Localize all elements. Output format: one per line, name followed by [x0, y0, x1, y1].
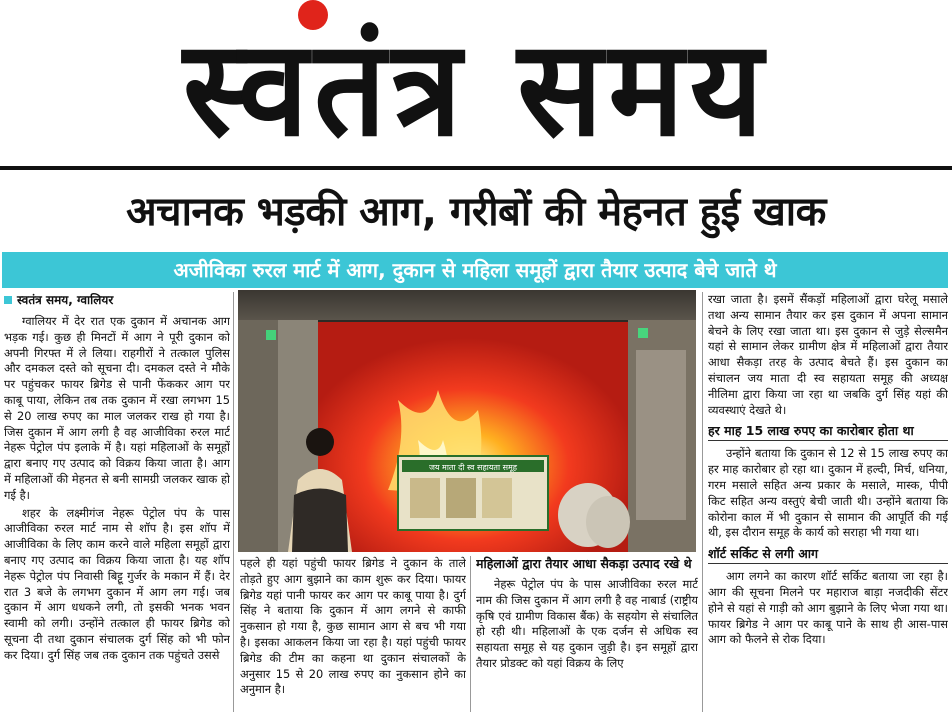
masthead-rule [0, 166, 952, 170]
masthead [0, 0, 952, 170]
byline-square-icon [4, 296, 12, 304]
paragraph: नेहरू पेट्रोल पंप के पास आजीविका रुरल मार्ट नाम की जिस दुकान में आग लगी है वह नाबार्ड (राष्ट्रीय कृषि एवं ग्रामीण विकास बैंक) के सहयोग से संचालित हो रही थी। महिलाओं के एक दर्जन से अधिक स्व सहायता समूह से यह दुकान जुड़ी है। इन समूहों द्वारा तैयार प्रोडक्ट को यहां विक्रय के लिए [476, 577, 698, 670]
fire-photo [238, 290, 696, 552]
article-column-2 [240, 556, 466, 712]
article-column-3 [476, 556, 698, 712]
column-divider [702, 292, 703, 712]
column-divider [233, 292, 234, 712]
paragraph: उन्होंने बताया कि दुकान से 12 से 15 लाख रुपए का हर माह कारोबार हो रहा था। दुकान में हल्दी, मिर्च, धनिया, गरम मसाले सहित अन्य प्रकार के मसाले, मास्क, पीपी किट सहित अन्य वस्तुएं बेची जाती थी। उन्होंने बताया कि कोरोना काल में भी दुकान से सामान की आपूर्ति की गई थी, इस दौरान समूह के कार्य को सराहा भी गया था। [708, 446, 948, 540]
photo-banner-text: जय माता दी स्व सहायता समूह [428, 463, 518, 472]
subheading: हर माह 15 लाख रुपए का कारोबार होता था [708, 422, 948, 441]
byline-text: स्वतंत्र समय, ग्वालियर [17, 293, 114, 307]
fire-photo-graphic [238, 290, 696, 552]
headline: अचानक भड़की आग, गरीबों की मेहनत हुई खाक [126, 189, 826, 235]
subheading: महिलाओं द्वारा तैयार आधा सैकड़ा उत्पाद रखे थे [476, 556, 692, 571]
paragraph: पहले ही यहां पहुंची फायर ब्रिगेड ने दुकान के ताले तोड़ते हुए आग बुझाने का काम शुरू कर दिया। फायर ब्रिगेड यहां पानी फायर कर आग पर काबू पाया है। दुर्ग सिंह ने बताया कि दुकान में आग लगने से काफी नुकसान हो गया है, कुछ सामान आग से बच भी गया है। इसका आकलन किया जा रहा है। यहां पहुंची फायर ब्रिगेड की टीम का कहना था दुकान संचालकों के अनुसार 15 से 20 लाख रुपए का नुकसान होने का अनुमान है। [240, 556, 466, 697]
subheading: शॉर्ट सर्किट से लगी आग [708, 545, 948, 564]
masthead-title: स्वतंत्र समय [183, 11, 769, 166]
deck-banner: अजीविका रुरल मार्ट में आग, दुकान से महिला समूहों द्वारा तैयार उत्पाद बेचे जाते थे [2, 252, 948, 288]
article-column-1 [4, 292, 230, 712]
paragraph: आग लगने का कारण शॉर्ट सर्किट बताया जा रहा है। आग की सूचना मिलने पर महाराज बाड़ा नजदीकी सेंटर होने से यहां से गाड़ी को आग बुझाने के लिए भेजा गया था। फायर ब्रिगेड ने आग पर काबू पाने के साथ ही आस-पास आग को फैलने से रोक दिया। [708, 569, 948, 647]
paragraph: शहर के लक्ष्मीगंज नेहरू पेट्रोल पंप के पास आजीविका रुरल मार्ट नाम से शॉप है। इस शॉप में आजीविका के लिए काम करने वाले महिला समूहों द्वारा बनाए गए उत्पाद का विक्रय किया जाता है। यह शॉप नेहरू पेट्रोल पंप निवासी बिट्टू गुर्जर के मकान में हैं। देर रात 3 बजे के लगभग दुकान में आग लग गई। जब दुकान में आग धधकने लगी, तो इसकी भनक भवन स्वामी को लगी। उन्होंने तत्काल ही फायर ब्रिगेड को सूचना दी तथा दुकान संचालक दुर्ग सिंह को भी फोन कर दिया। दुर्ग सिंह जब तक दुकान तक पहुंचते उससे [4, 505, 230, 662]
column-divider [470, 556, 471, 712]
article-column-4 [708, 292, 948, 712]
paragraph: ग्वालियर में देर रात एक दुकान में अचानक आग भड़क गई। कुछ ही मिनटों में आग ने पूरी दुकान को अपनी गिरफ्त में ले लिया। राहगीरों ने तत्काल पुलिस और दमकल दस्ते को सूचना दी। दमकल दस्ते ने मौके पर पहुंचकर फायर ब्रिगेड से पानी फेंककर आग पर काबू पाया, लेकिन तब तक दुकान में रखा लगभग 15 से 20 लाख रुपए का माल जलकर राख हो गया है। जिस दुकान में आग लगी है वह आजीविका रुरल मार्ट नेहरू पेट्रोल पंप इलाके में है। यहां महिलाओं के समूहों द्वारा बनाए गए उत्पाद को विक्रय किया जाता है। आग में महिलाओं की मेहनत से बनी सामग्री जलकर खाक हो गई है। [4, 314, 230, 502]
byline [4, 292, 230, 308]
paragraph: रखा जाता है। इसमें सैंकड़ों महिलाओं द्वारा घरेलू मसाले तथा अन्य सामान तैयार कर इस दुकान में अपना सामान बेचने के लिए रखा जाता था। इस दुकान से जुड़े सेल्समैन यहां से सामान लेकर ग्रामीण क्षेत्र में महिलाओं द्वारा तैयार आधा सैकड़ा तरह के उत्पाद बेचते हैं। इस दुकान का संचालन जय माता दी स्व सहायता समूह की अध्यक्ष नीलिमा द्वारा किया जा रहा था जबकि दुर्ग सिंह यहां की व्यवस्थाएं देखते थे। [708, 292, 948, 417]
